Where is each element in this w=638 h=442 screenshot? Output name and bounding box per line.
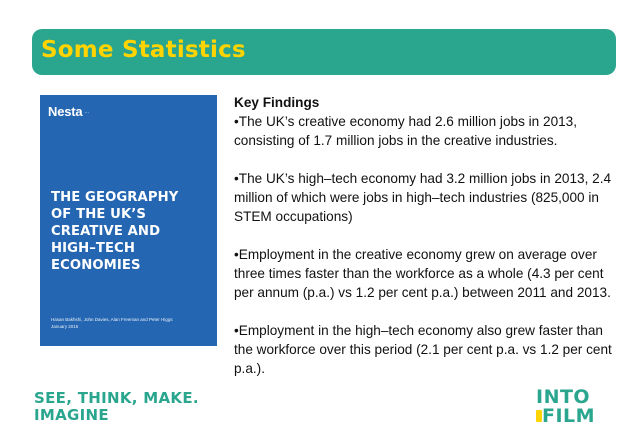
brand-line: FILM: [542, 405, 596, 427]
tagline-line: IMAGINE: [34, 406, 109, 424]
cover-title-line: ECONOMIES: [51, 258, 141, 273]
finding-item: •The UK’s creative economy had 2.6 million jobs in 2013, consisting of 1.7 million jobs in the creative industries.: [234, 114, 578, 148]
cover-title-line: OF THE UK’S: [51, 207, 146, 222]
brand-line: INTO: [536, 386, 591, 408]
tagline: [34, 390, 199, 424]
nesta-logo-mark: ···: [84, 109, 89, 116]
cover-title-line: CREATIVE AND: [51, 224, 161, 239]
cover-title: [51, 189, 216, 274]
report-cover-image: [40, 95, 217, 346]
nesta-logo-text: Nesta: [48, 104, 83, 119]
key-findings: [234, 93, 614, 397]
cover-title-line: HIGH–TECH: [51, 241, 136, 256]
findings-heading: Key Findings: [234, 95, 320, 110]
nesta-logo: [48, 104, 89, 119]
title-bar: [32, 29, 616, 75]
cover-authors: Hasan Bakhshi, John Davies, Alan Freeman and Peter Higgs: [51, 317, 173, 322]
slide-title: Some Statistics: [41, 37, 246, 63]
tagline-line: SEE, THINK, MAKE.: [34, 389, 199, 407]
finding-item: •Employment in the creative economy grew on average over three times faster than the workforce as a whole (4.3 per cent per annum (p.a.) vs 1.2 per cent p.a.) between 2011 and 2013.: [234, 247, 611, 300]
cover-date: January 2015: [51, 324, 79, 329]
cover-title-line: THE GEOGRAPHY: [51, 190, 179, 205]
finding-item: •Employment in the high–tech economy also grew faster than the workforce over this period (2.1 per cent p.a. vs 1.2 per cent p.a.).: [234, 323, 612, 376]
finding-item: •The UK’s high–tech economy had 3.2 million jobs in 2013, 2.4 million of which were jobs in high–tech industries (825,000 in STEM occupations): [234, 171, 612, 224]
into-film-logo: [536, 388, 606, 426]
